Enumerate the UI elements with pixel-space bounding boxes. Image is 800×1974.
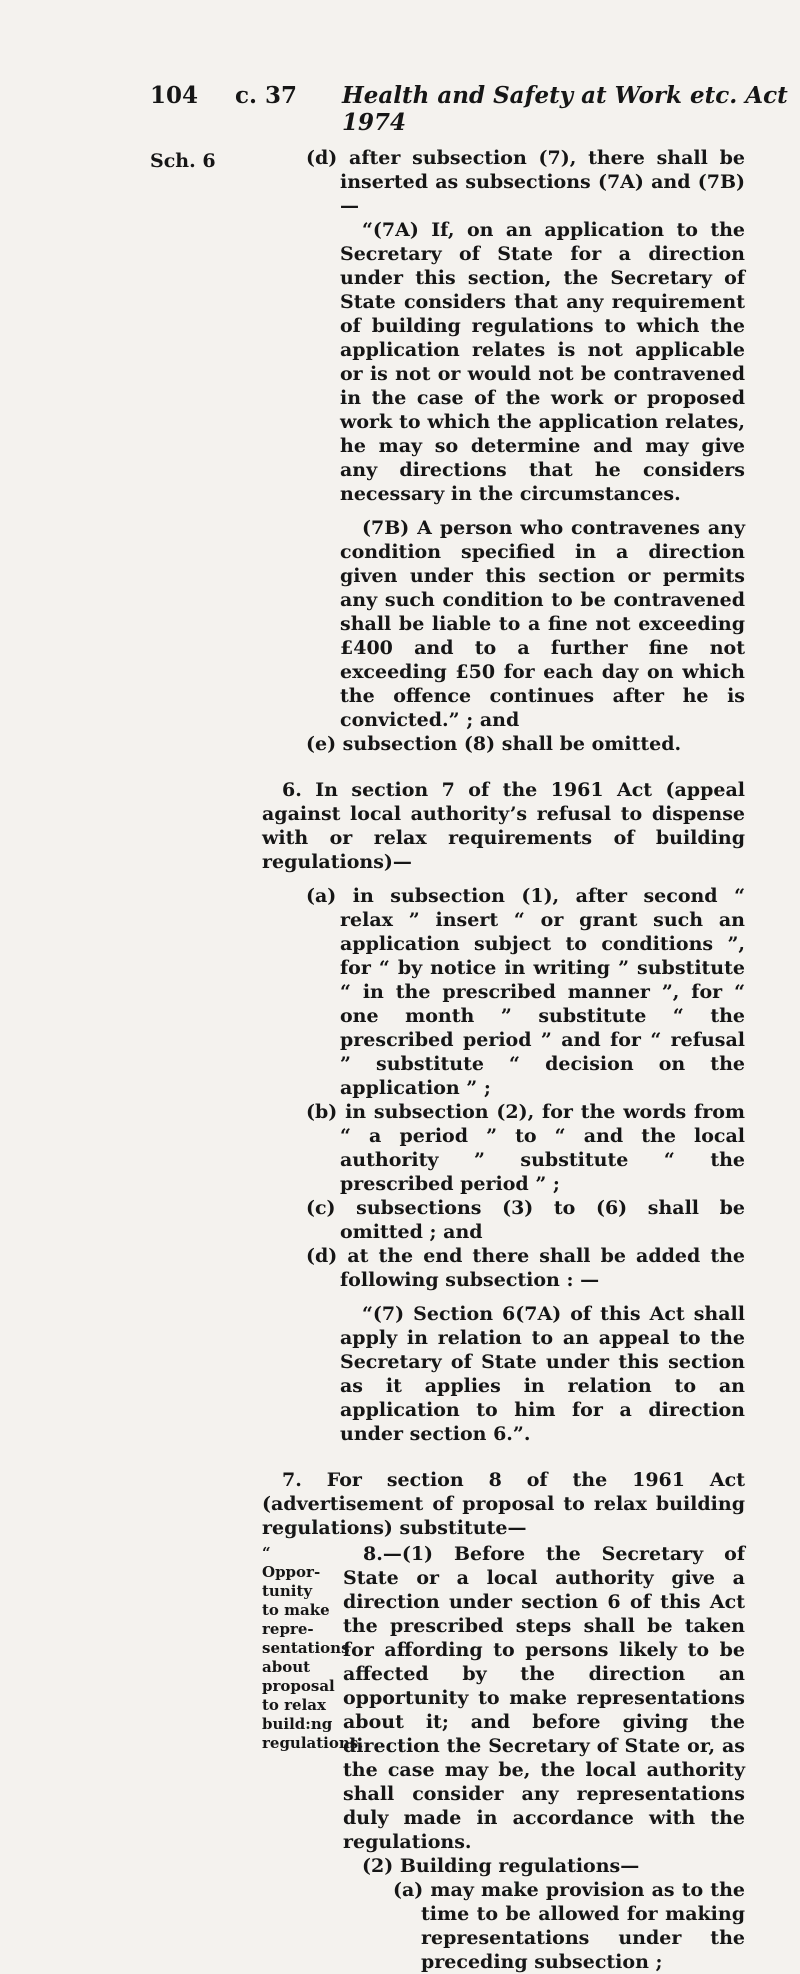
para6-item-d: (d) at the end there shall be added the following subsection : — bbox=[306, 1245, 745, 1291]
para5-item-d: (d) after subsection (7), there shall be inserted as subsections (7A) and (7B)— bbox=[306, 147, 745, 217]
para6-quote-7: “(7) Section 6(7A) of this Act shall apply in relation to an appeal to the Secretary of State under this section as it applies in relation to an application to him for a direction under section 6.”. bbox=[340, 1303, 745, 1445]
para6-item-b: (b) in subsection (2), for the words from “ a period ” to “ and the local authority ” substitute “ the prescribed period ” ; bbox=[306, 1101, 745, 1195]
chapter-reference: c. 37 bbox=[235, 82, 298, 109]
page-title: Health and Safety at Work etc. Act 1974 bbox=[342, 82, 788, 136]
para5-quote-7b: (7B) A person who contravenes any condition specified in a direction given under this section or permits any such condition to be contravened shall be liable to a fine not exceeding £400 and to a further fine not exceeding £50 for each day on which the offence continues after he is convicted.” ; and bbox=[340, 517, 745, 731]
section-8-subsection-1: 8.—(1) Before the Secretary of State or a local authority give a direction under section 6 of this Act the prescribed steps shall be taken for affording to persons likely to be affected by the direction an opportunity to make representations about it; and before giving the direction the Secretary of State or, as the case may be, the local authority shall consider any representations duly made in accordance with the regulations. bbox=[343, 1543, 745, 1853]
page-number: 104 bbox=[150, 82, 199, 109]
section-8-block bbox=[0, 1542, 800, 1974]
schedule-label: Sch. 6 bbox=[150, 150, 216, 172]
para5-item-e: (e) subsection (8) shall be omitted. bbox=[306, 733, 682, 755]
marginal-note: “ Oppor- tunity to make repre- sentations about proposal to relax build:ng regulations. bbox=[262, 1544, 364, 1752]
section-8-subsection-2: (2) Building regulations— bbox=[362, 1855, 640, 1877]
document-body bbox=[0, 146, 800, 1974]
section-8-subsection-2a: (a) may make provision as to the time to be allowed for making representations under the preceding subsection ; bbox=[393, 1879, 745, 1973]
para6-intro: 6. In section 7 of the 1961 Act (appeal against local authority’s refusal to dispense with or relax requirements of building regulations)— bbox=[262, 779, 745, 873]
para6-item-a: (a) in subsection (1), after second “ relax ” insert “ or grant such an application subject to conditions ”, for “ by notice in writing ” substitute “ in the prescribed manner ”, for “ one month ” substitute “ the prescribed period ” and for “ refusal ” substitute “ decision on the application ” ; bbox=[306, 885, 745, 1099]
para5-quote-7a: “(7A) If, on an application to the Secretary of State for a direction under this section, the Secretary of State considers that any requirement of building regulations to which the application relates is not applicable or is not or would not be contravened in the case of the work or proposed work to which the application relates, he may so determine and may give any directions that he considers necessary in the circumstances. bbox=[340, 219, 745, 505]
para7-intro: 7. For section 8 of the 1961 Act (advertisement of proposal to relax building regulations) substitute— bbox=[262, 1469, 745, 1539]
running-header bbox=[0, 82, 800, 136]
para6-item-c: (c) subsections (3) to (6) shall be omitted ; and bbox=[306, 1197, 745, 1243]
